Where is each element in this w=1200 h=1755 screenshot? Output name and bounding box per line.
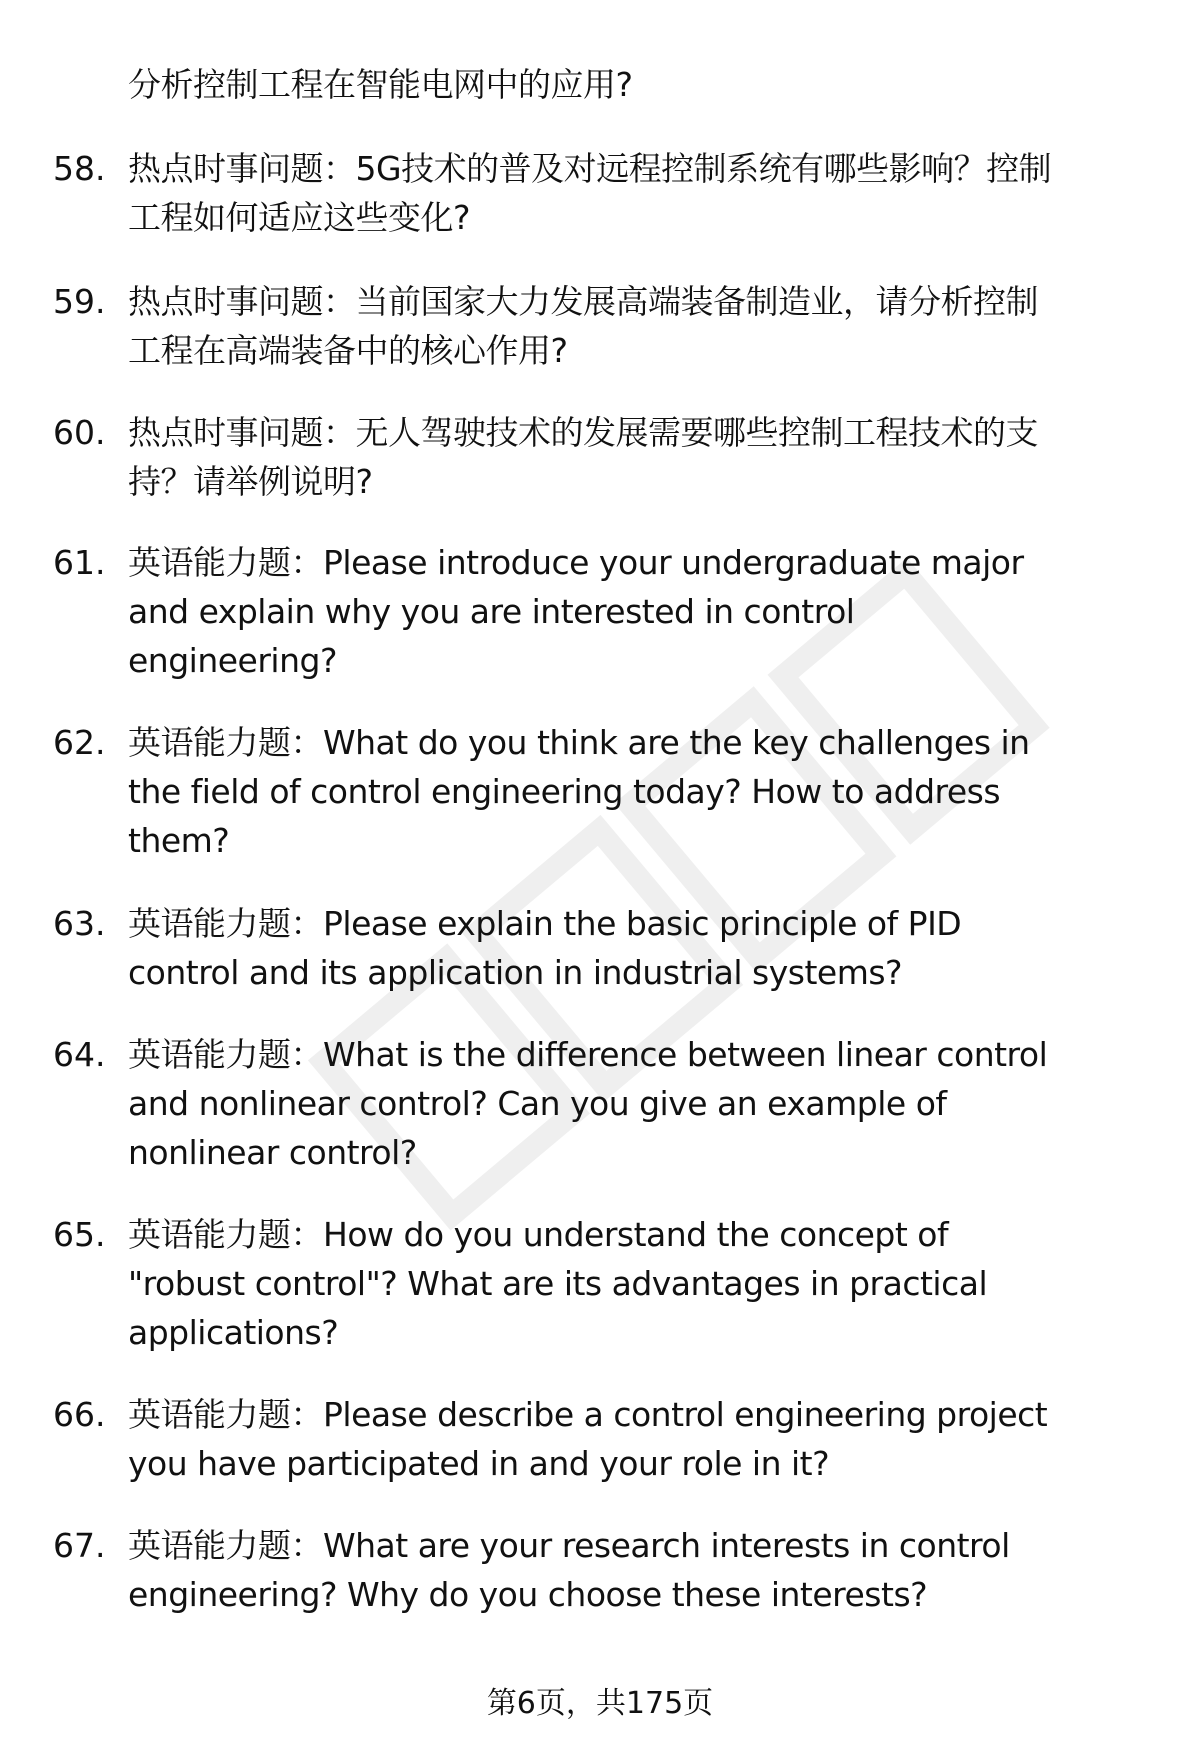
question-text-line: them?: [128, 821, 230, 860]
question-text-line: 热点时事问题：5G技术的普及对远程控制系统有哪些影响？控制: [128, 149, 1052, 188]
question-text-line: engineering? Why do you choose these interests?: [128, 1575, 928, 1614]
question-text-line: 英语能力题：Please introduce your undergraduate major: [128, 543, 1024, 582]
question-text-line: engineering?: [128, 641, 337, 680]
question-text-line: 英语能力题：What are your research interests in control: [128, 1526, 1010, 1565]
question-text-line: and nonlinear control? Can you give an example of: [128, 1084, 947, 1123]
question-text-line: 热点时事问题：当前国家大力发展高端装备制造业，请分析控制: [128, 282, 1038, 321]
question-text-line: the field of control engineering today? How to address: [128, 772, 1001, 811]
page-number: 第6页，共175页: [486, 1686, 714, 1721]
question-text-line: 持？请举例说明?: [128, 462, 373, 501]
question-text-line: "robust control"? What are its advantages in practical: [128, 1264, 988, 1303]
question-number: 60.: [53, 413, 106, 452]
question-text-line: nonlinear control?: [128, 1133, 417, 1172]
question-number: 63.: [53, 904, 106, 943]
question-text-line: control and its application in industrial systems?: [128, 953, 903, 992]
question-text-line: 英语能力题：Please explain the basic principle of PID: [128, 904, 962, 943]
question-text-line: 热点时事问题：无人驾驶技术的发展需要哪些控制工程技术的支: [128, 413, 1038, 452]
question-text-line: 工程在高端装备中的核心作用?: [128, 331, 568, 370]
question-text-line: 英语能力题：What is the difference between linear control: [128, 1035, 1048, 1074]
question-number: 62.: [53, 723, 106, 762]
question-text-line: you have participated in and your role in it?: [128, 1444, 830, 1483]
question-text-line: applications?: [128, 1313, 339, 1352]
question-number: 58.: [53, 149, 106, 188]
question-text-line: 英语能力题：Please describe a control engineering project: [128, 1395, 1048, 1434]
question-text-line: and explain why you are interested in control: [128, 592, 855, 631]
question-number: 59.: [53, 282, 106, 321]
question-number: 66.: [53, 1395, 106, 1434]
question-text-line: 工程如何适应这些变化?: [128, 198, 471, 237]
question-number: 61.: [53, 543, 106, 582]
question-text-line: 英语能力题：What do you think are the key challenges in: [128, 723, 1030, 762]
question-number: 67.: [53, 1526, 106, 1565]
question-number: 64.: [53, 1035, 106, 1074]
question-number: 65.: [53, 1215, 106, 1254]
question-text-line: 分析控制工程在智能电网中的应用?: [128, 65, 633, 104]
question-text-line: 英语能力题：How do you understand the concept of: [128, 1215, 949, 1254]
